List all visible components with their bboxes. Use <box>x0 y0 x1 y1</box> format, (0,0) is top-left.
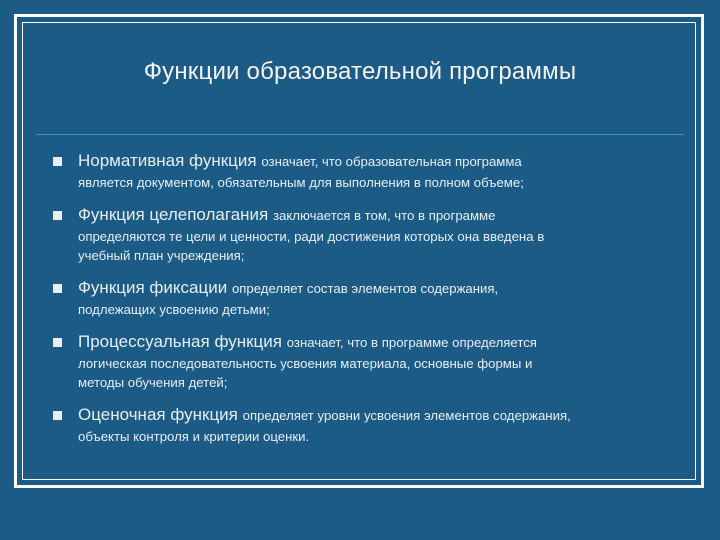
square-bullet-icon <box>53 411 62 420</box>
list-item <box>48 331 684 392</box>
list-item <box>48 204 684 265</box>
square-bullet-icon <box>53 338 62 347</box>
item-term: Функция целеполагания <box>78 205 269 224</box>
item-desc: определяет уровни усвоения элементов содержания, <box>242 408 571 423</box>
item-desc: означает, что в программе определяется <box>286 335 537 350</box>
item-desc-cont: определяются те цели и ценности, ради достижения которых она введена в <box>78 229 545 244</box>
function-list <box>48 150 684 446</box>
item-term: Функция фиксации <box>78 278 228 297</box>
item-desc-cont: подлежащих усвоению детьми; <box>78 302 270 317</box>
list-item <box>48 277 684 319</box>
item-desc-cont: методы обучения детей; <box>78 375 228 390</box>
item-desc-cont: объекты контроля и критерии оценки. <box>78 429 310 444</box>
item-desc: означает, что образовательная программа <box>261 154 522 169</box>
item-term: Процессуальная функция <box>78 332 282 351</box>
square-bullet-icon <box>53 284 62 293</box>
item-desc: определяет состав элементов содержания, <box>231 281 499 296</box>
item-desc-cont: является документом, обязательным для выполнения в полном объеме; <box>78 175 524 190</box>
slide-title: Функции образовательной программы <box>143 58 577 85</box>
item-term: Оценочная функция <box>78 405 238 424</box>
item-term: Нормативная функция <box>78 151 257 170</box>
title-divider <box>36 134 684 135</box>
item-desc-cont: учебный план учреждения; <box>78 248 245 263</box>
list-item <box>48 150 684 192</box>
square-bullet-icon <box>53 157 62 166</box>
square-bullet-icon <box>53 211 62 220</box>
item-desc-cont: логическая последовательность усвоения материала, основные формы и <box>78 356 533 371</box>
list-item <box>48 404 684 446</box>
item-desc: заключается в том, что в программе <box>273 208 496 223</box>
